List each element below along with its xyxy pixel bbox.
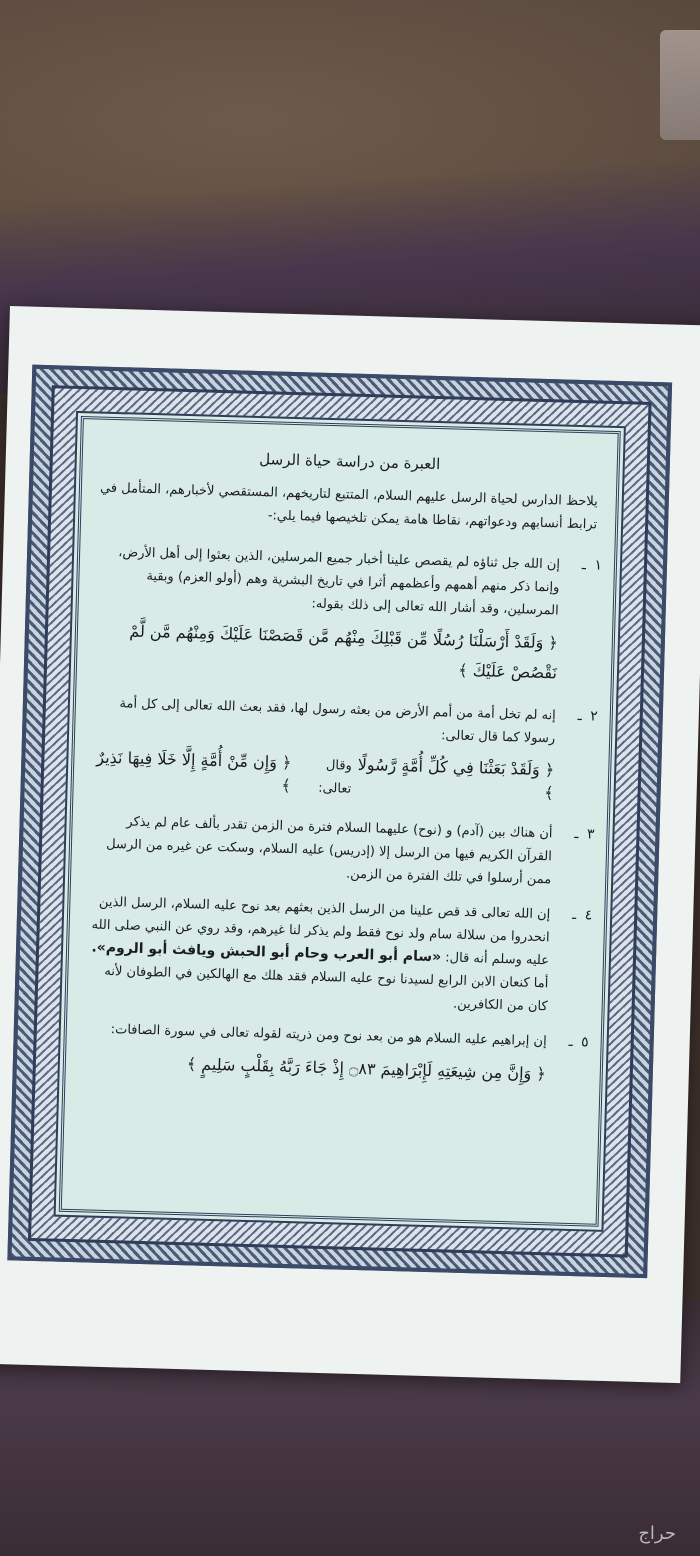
list-item — [83, 809, 595, 892]
page-title: العبرة من دراسة حياة الرسل — [259, 450, 441, 474]
quran-verse: ﴿ وَلَقَدْ أَرْسَلْنَا رُسُلًا مِّن قَبْلِكَ مِنْهُم مَّن قَصَصْنَا عَلَيْكَ وَمِنْهُم مَّن لَّمْ نَقْصُصْ عَلَيْكَ ﴾ — [129, 621, 559, 683]
frame-border — [28, 385, 652, 1257]
list-item — [77, 1017, 589, 1094]
item-text-continued: أما كنعان الابن الرابع لسيدنا نوح عليه السلام فقد هلك مع الهالكين في الطوفان لأنه كان من الكافرين. — [104, 963, 549, 1015]
quran-verse: ﴿ وَإِن مِّنْ أُمَّةٍ إِلَّا خَلَا فِيهَا نَذِيرٌ ﴾ — [96, 747, 292, 796]
item-text: إن الله تعالى قد قص علينا من الرسل الذين بعثهم بعد نوح عليه السلام، الرسل الذين انحدروا من سلالة سام ولد نوح فقط ولم يذكر لنا غيرهم، وقد روي عن النبي صلى الله عليه وسلم أنه قال: — [91, 894, 551, 969]
fabric-patch — [660, 30, 700, 140]
item-number: ٤ ـ — [571, 906, 593, 924]
quran-verse: ﴿ وَإِنَّ مِن شِيعَتِهِ لَإِبْرَاهِيمَ ۝٨٣ إِذْ جَاءَ رَبَّهُ بِقَلْبٍ سَلِيمٍ ﴾ — [186, 1054, 547, 1084]
quran-verse: ﴿ وَلَقَدْ بَعَثْنَا فِي كُلِّ أُمَّةٍ رَّسُولًا ﴾ — [357, 754, 555, 803]
item-text: إن الله جل ثناؤه لم يقصص علينا أخبار جميع المرسلين، الذين بعثوا إلى أهل الأرض، وإنما ذكر منهم أهمهم وأعظمهم أثرا في تاريخ البشرية وهم (أولو العزم) وبقية المرسلين، وقد أشار الله تعالى إلى ذلك بقوله: — [118, 545, 561, 619]
item-number: ٣ ـ — [574, 825, 595, 843]
ornamental-frame — [7, 365, 672, 1279]
item-text: أن هناك بين (آدم) و (نوح) عليهما السلام فترة من الزمن تقدر بألف عام لم يذكر القرآن الكريم فيها من الرسل إلا (إدريس) عليه السلام، وسكت عن غيره من الرسل ممن أرسلوا في تلك الفترة من الزمن. — [105, 814, 553, 888]
hadith-quote: «سام أبو العرب وحام أبو الحبش ويافث أبو الروم». — [91, 939, 442, 966]
intro-paragraph: يلاحظ الدارس لحياة الرسل عليهم السلام، المتتبع لتاريخهم، المستقصي لأخبارهم، المتأمل في ترابط أنسابهم ودعواتهم، نقاطا هامة يمكن تلخيصها فيما يلي:- — [99, 480, 598, 533]
verse-row — [89, 745, 554, 806]
item-number: ٢ ـ — [577, 708, 598, 725]
item-number: ٥ ـ — [568, 1033, 589, 1051]
document-content — [74, 431, 605, 1211]
list-item — [80, 890, 593, 1019]
list-item — [89, 540, 603, 693]
paper-sheet — [0, 306, 700, 1383]
item-text: إن إبراهيم عليه السلام هو من بعد نوح ومن ذريته لقوله تعالى في سورة الصافات: — [110, 1022, 547, 1050]
site-watermark: حراج — [638, 1523, 676, 1544]
list-item — [85, 691, 598, 811]
item-number: ١ ـ — [581, 557, 603, 574]
item-text: إنه لم تخل أمة من أمم الأرض من بعثه رسول لها، فقد بعث الله تعالى إلى كل أمة رسولا كما قال تعالى: — [119, 696, 556, 747]
text-panel — [54, 411, 626, 1232]
verse-connector: وقال تعالى: — [317, 758, 353, 797]
